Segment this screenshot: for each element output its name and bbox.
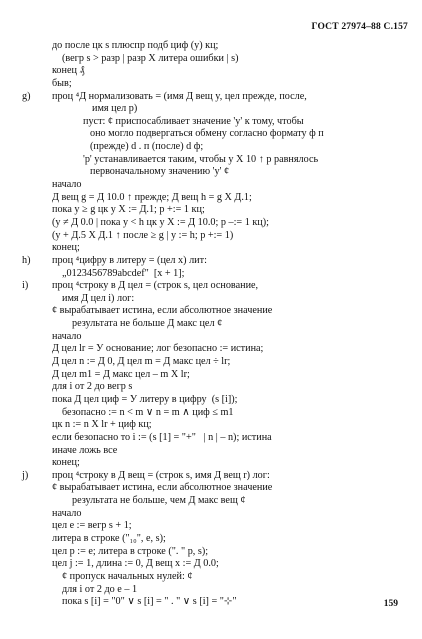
code-text: (y + Д.5 X Д.1 ↑ после ≥ g | y := h; р +:= 1) <box>52 229 234 241</box>
code-text: пока s [i] = "0" ∨ s [i] = " . " ∨ s [i] = "⊹" <box>62 596 237 608</box>
code-text: ¢ вырабатывает истина, если абсолютное значение <box>52 305 273 317</box>
listing-line <box>0 432 422 445</box>
listing-line <box>0 268 422 281</box>
code-text: Д вещ g = Д 10.0 ↑ прежде; Д вещ h = g X Д.1; <box>52 191 252 203</box>
code-text: пуст: ¢ приспосабливает значение 'y' к тому, чтобы <box>83 115 304 127</box>
code-text: конец; <box>52 457 80 469</box>
item-label: i) <box>22 280 29 292</box>
listing-line <box>0 482 422 495</box>
listing-line <box>0 318 422 331</box>
listing-line <box>0 305 422 318</box>
code-text: имя Д цел i) лог: <box>62 292 135 304</box>
code-text: 'p' устанавливается таким, чтобы у X 10 ↑ р равнялось <box>83 153 319 165</box>
code-text: Д цел n := Д 0, Д цел m = Д макс цел ÷ lr; <box>52 356 231 368</box>
code-text: ¢ вырабатывает истина, если абсолютное значение <box>52 482 273 494</box>
listing-line <box>0 293 422 306</box>
code-text: „0123456789abcdef" [x + 1]; <box>62 267 185 279</box>
listing-line <box>0 520 422 533</box>
listing-line <box>0 166 422 179</box>
listing-line <box>0 470 422 483</box>
code-text: (y ≠ Д 0.0 | пока y < h цк y X := Д 10.0; р –:= 1 кц); <box>52 216 269 228</box>
listing-line <box>0 394 422 407</box>
code-text: результата не больше, чем Д макс вещ ¢ <box>72 495 246 507</box>
listing-line <box>0 457 422 470</box>
code-text: до после цк s плюспр подб циф (у) кц; <box>52 40 219 51</box>
page-number: 159 <box>383 599 398 609</box>
code-text: цк n := n X lr + циф кц; <box>52 419 152 431</box>
code-text: проц ⁴Д нормализовать = (имя Д вещ y, цел прежде, после, <box>52 90 307 102</box>
item-label: g) <box>22 90 31 102</box>
code-text: Д цел lr = У основание; лог безопасно := истина; <box>52 343 264 355</box>
code-text: (вегр s > разр | разр X литера ошибки | s) <box>62 52 239 64</box>
listing-line <box>0 558 422 571</box>
code-text: имя цел p) <box>92 103 138 115</box>
code-text: быв; <box>52 77 72 89</box>
listing-line <box>0 280 422 293</box>
code-text: ¢ пропуск начальных нулей: ¢ <box>62 570 193 582</box>
code-text: начало <box>52 507 82 519</box>
code-text: если безопасно то i := (s [1] = "+" | n | – n); истина <box>52 431 272 443</box>
code-text: (прежде) d . п (после) d ф; <box>90 141 204 153</box>
code-text: для i от 2 до e – 1 <box>62 583 138 595</box>
code-text: Д цел m1 = Д макс цел – m X lr; <box>52 368 190 380</box>
listing-line <box>0 508 422 521</box>
code-text: пока y ≥ g цк y X := Д.1; р +:= 1 кц; <box>52 204 205 216</box>
listing-line <box>0 179 422 192</box>
running-title: ГОСТ 27974–88 С.157 <box>311 22 408 32</box>
listing-line <box>0 546 422 559</box>
listing-line <box>0 141 422 154</box>
listing-line <box>0 40 422 53</box>
listing-line <box>0 343 422 356</box>
listing-line <box>0 78 422 91</box>
item-label: h) <box>22 254 31 266</box>
listing-line <box>0 154 422 167</box>
code-text: проц ⁴цифру в литеру = (цел x) лит: <box>52 254 207 266</box>
code-text: литера в строке ("₁₀", e, s); <box>52 532 166 544</box>
listing-line <box>0 230 422 243</box>
listing-line <box>0 419 422 432</box>
listing-line <box>0 242 422 255</box>
code-text: иначе ложь все <box>52 444 118 456</box>
code-text: конец ₰ <box>52 65 85 77</box>
listing-line <box>0 331 422 344</box>
listing-line <box>0 217 422 230</box>
listing-line <box>0 53 422 66</box>
code-text: оно могло подвергаться обмену согласно формату ф п <box>90 128 324 140</box>
code-text: для i от 2 до вегр s <box>52 381 133 393</box>
listing-line <box>0 255 422 268</box>
code-text: конец; <box>52 242 80 254</box>
code-text: начало <box>52 330 82 342</box>
listing-line <box>0 128 422 141</box>
listing-line <box>0 116 422 129</box>
listing-line <box>0 571 422 584</box>
code-text: проц ⁴строку в Д цел = (строк s, цел основание, <box>52 280 259 292</box>
listing-line <box>0 596 422 609</box>
listing-line <box>0 533 422 546</box>
item-label: j) <box>22 469 29 481</box>
listing-line <box>0 407 422 420</box>
code-text: начало <box>52 179 82 191</box>
listing-line <box>0 495 422 508</box>
code-text: результата не больше Д макс цел ¢ <box>72 318 223 330</box>
code-listing <box>0 40 422 609</box>
code-text: первоначальному значению 'y' ¢ <box>90 166 230 178</box>
listing-line <box>0 65 422 78</box>
listing-line <box>0 192 422 205</box>
code-text: цел j := 1, длина := 0, Д вещ x := Д 0.0; <box>52 558 219 570</box>
code-text: цел e := вегр s + 1; <box>52 520 132 532</box>
listing-line <box>0 369 422 382</box>
listing-line <box>0 356 422 369</box>
code-text: проц ⁴строку в Д вещ = (строк s, имя Д вещ r) лог: <box>52 469 270 481</box>
listing-line <box>0 204 422 217</box>
code-text: цел p := e; литера в строке (". " p, s); <box>52 545 209 557</box>
listing-line <box>0 584 422 597</box>
code-text: пока Д цел циф = У литеру в цифру (s [i]); <box>52 393 238 405</box>
listing-line <box>0 103 422 116</box>
listing-line <box>0 91 422 104</box>
code-text: безопасно := n < m ∨ n = m ∧ циф ≤ m1 <box>62 406 234 418</box>
listing-line <box>0 381 422 394</box>
listing-line <box>0 445 422 458</box>
